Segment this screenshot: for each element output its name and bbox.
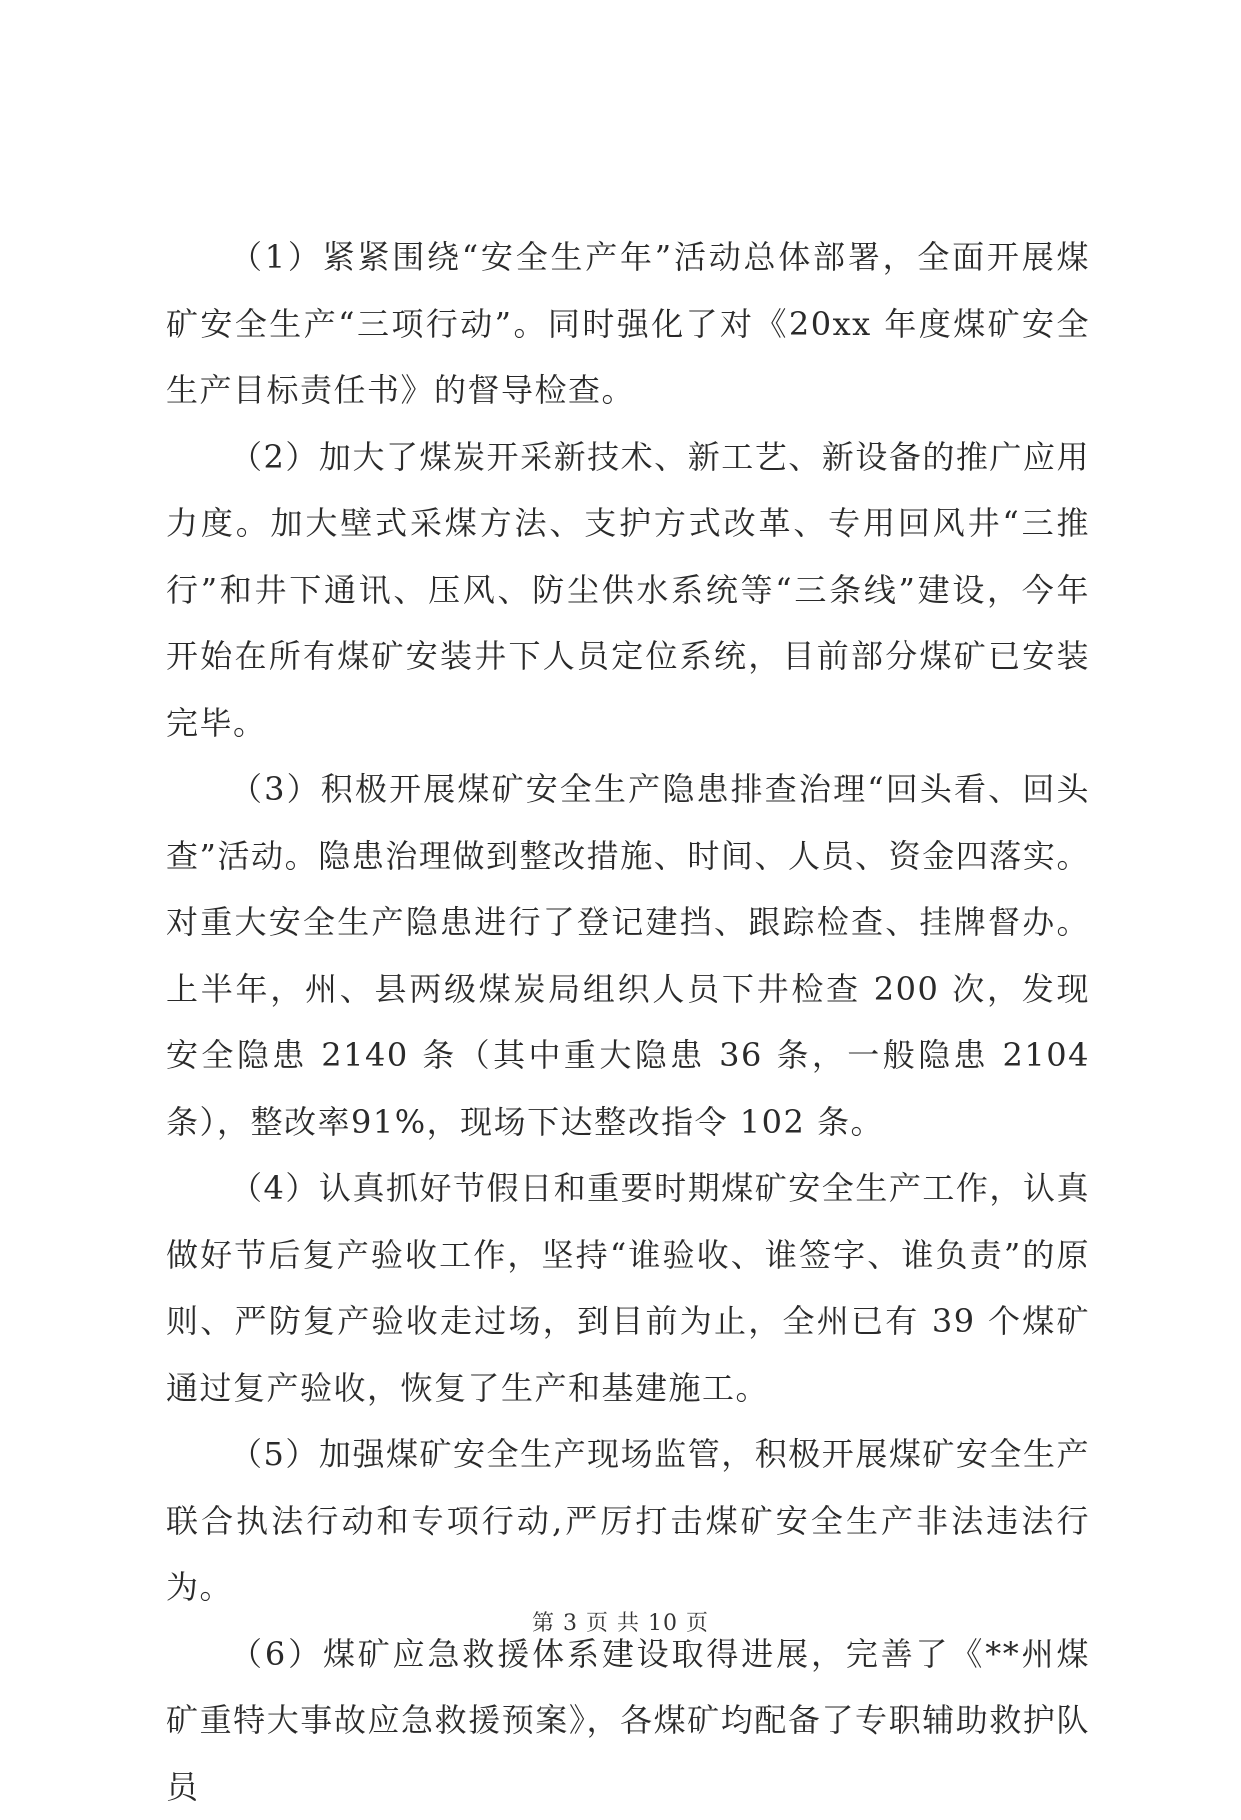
paragraph-5: （5）加强煤矿安全生产现场监管，积极开展煤矿安全生产联合执法行动和专项行动,严厉打击煤矿安全生产非法违法行为。 [166,1421,1090,1621]
document-body [166,224,1090,1820]
paragraph-3: （3）积极开展煤矿安全生产隐患排查治理“回头看、回头查”活动。隐患治理做到整改措施、时间、人员、资金四落实。对重大安全生产隐患进行了登记建挡、跟踪检查、挂牌督办。上半年，州、县两级煤炭局组织人员下井检查 200 次，发现安全隐患 2140 条（其中重大隐患 36 条，一般隐患 2104 条），整改率91%，现场下达整改指令 102 条。 [166,756,1090,1155]
paragraph-6: （6）煤矿应急救援体系建设取得进展，完善了《**州煤矿重特大事故应急救援预案》，各煤矿均配备了专职辅助救护队员 [166,1621,1090,1820]
paragraph-4: （4）认真抓好节假日和重要时期煤矿安全生产工作，认真做好节后复产验收工作，坚持“谁验收、谁签字、谁负责”的原则、严防复产验收走过场，到目前为止，全州已有 39 个煤矿通过复产验收，恢复了生产和基建施工。 [166,1155,1090,1421]
paragraph-1: （1）紧紧围绕“安全生产年”活动总体部署，全面开展煤矿安全生产“三项行动”。同时强化了对《20xx 年度煤矿安全生产目标责任书》的督导检查。 [166,224,1090,424]
page-number-footer: 第 3 页 共 10 页 [0,1606,1241,1637]
paragraph-2: （2）加大了煤炭开采新技术、新工艺、新设备的推广应用力度。加大壁式采煤方法、支护方式改革、专用回风井“三推行”和井下通讯、压风、防尘供水系统等“三条线”建设，今年开始在所有煤矿安装井下人员定位系统，目前部分煤矿已安装完毕。 [166,424,1090,757]
